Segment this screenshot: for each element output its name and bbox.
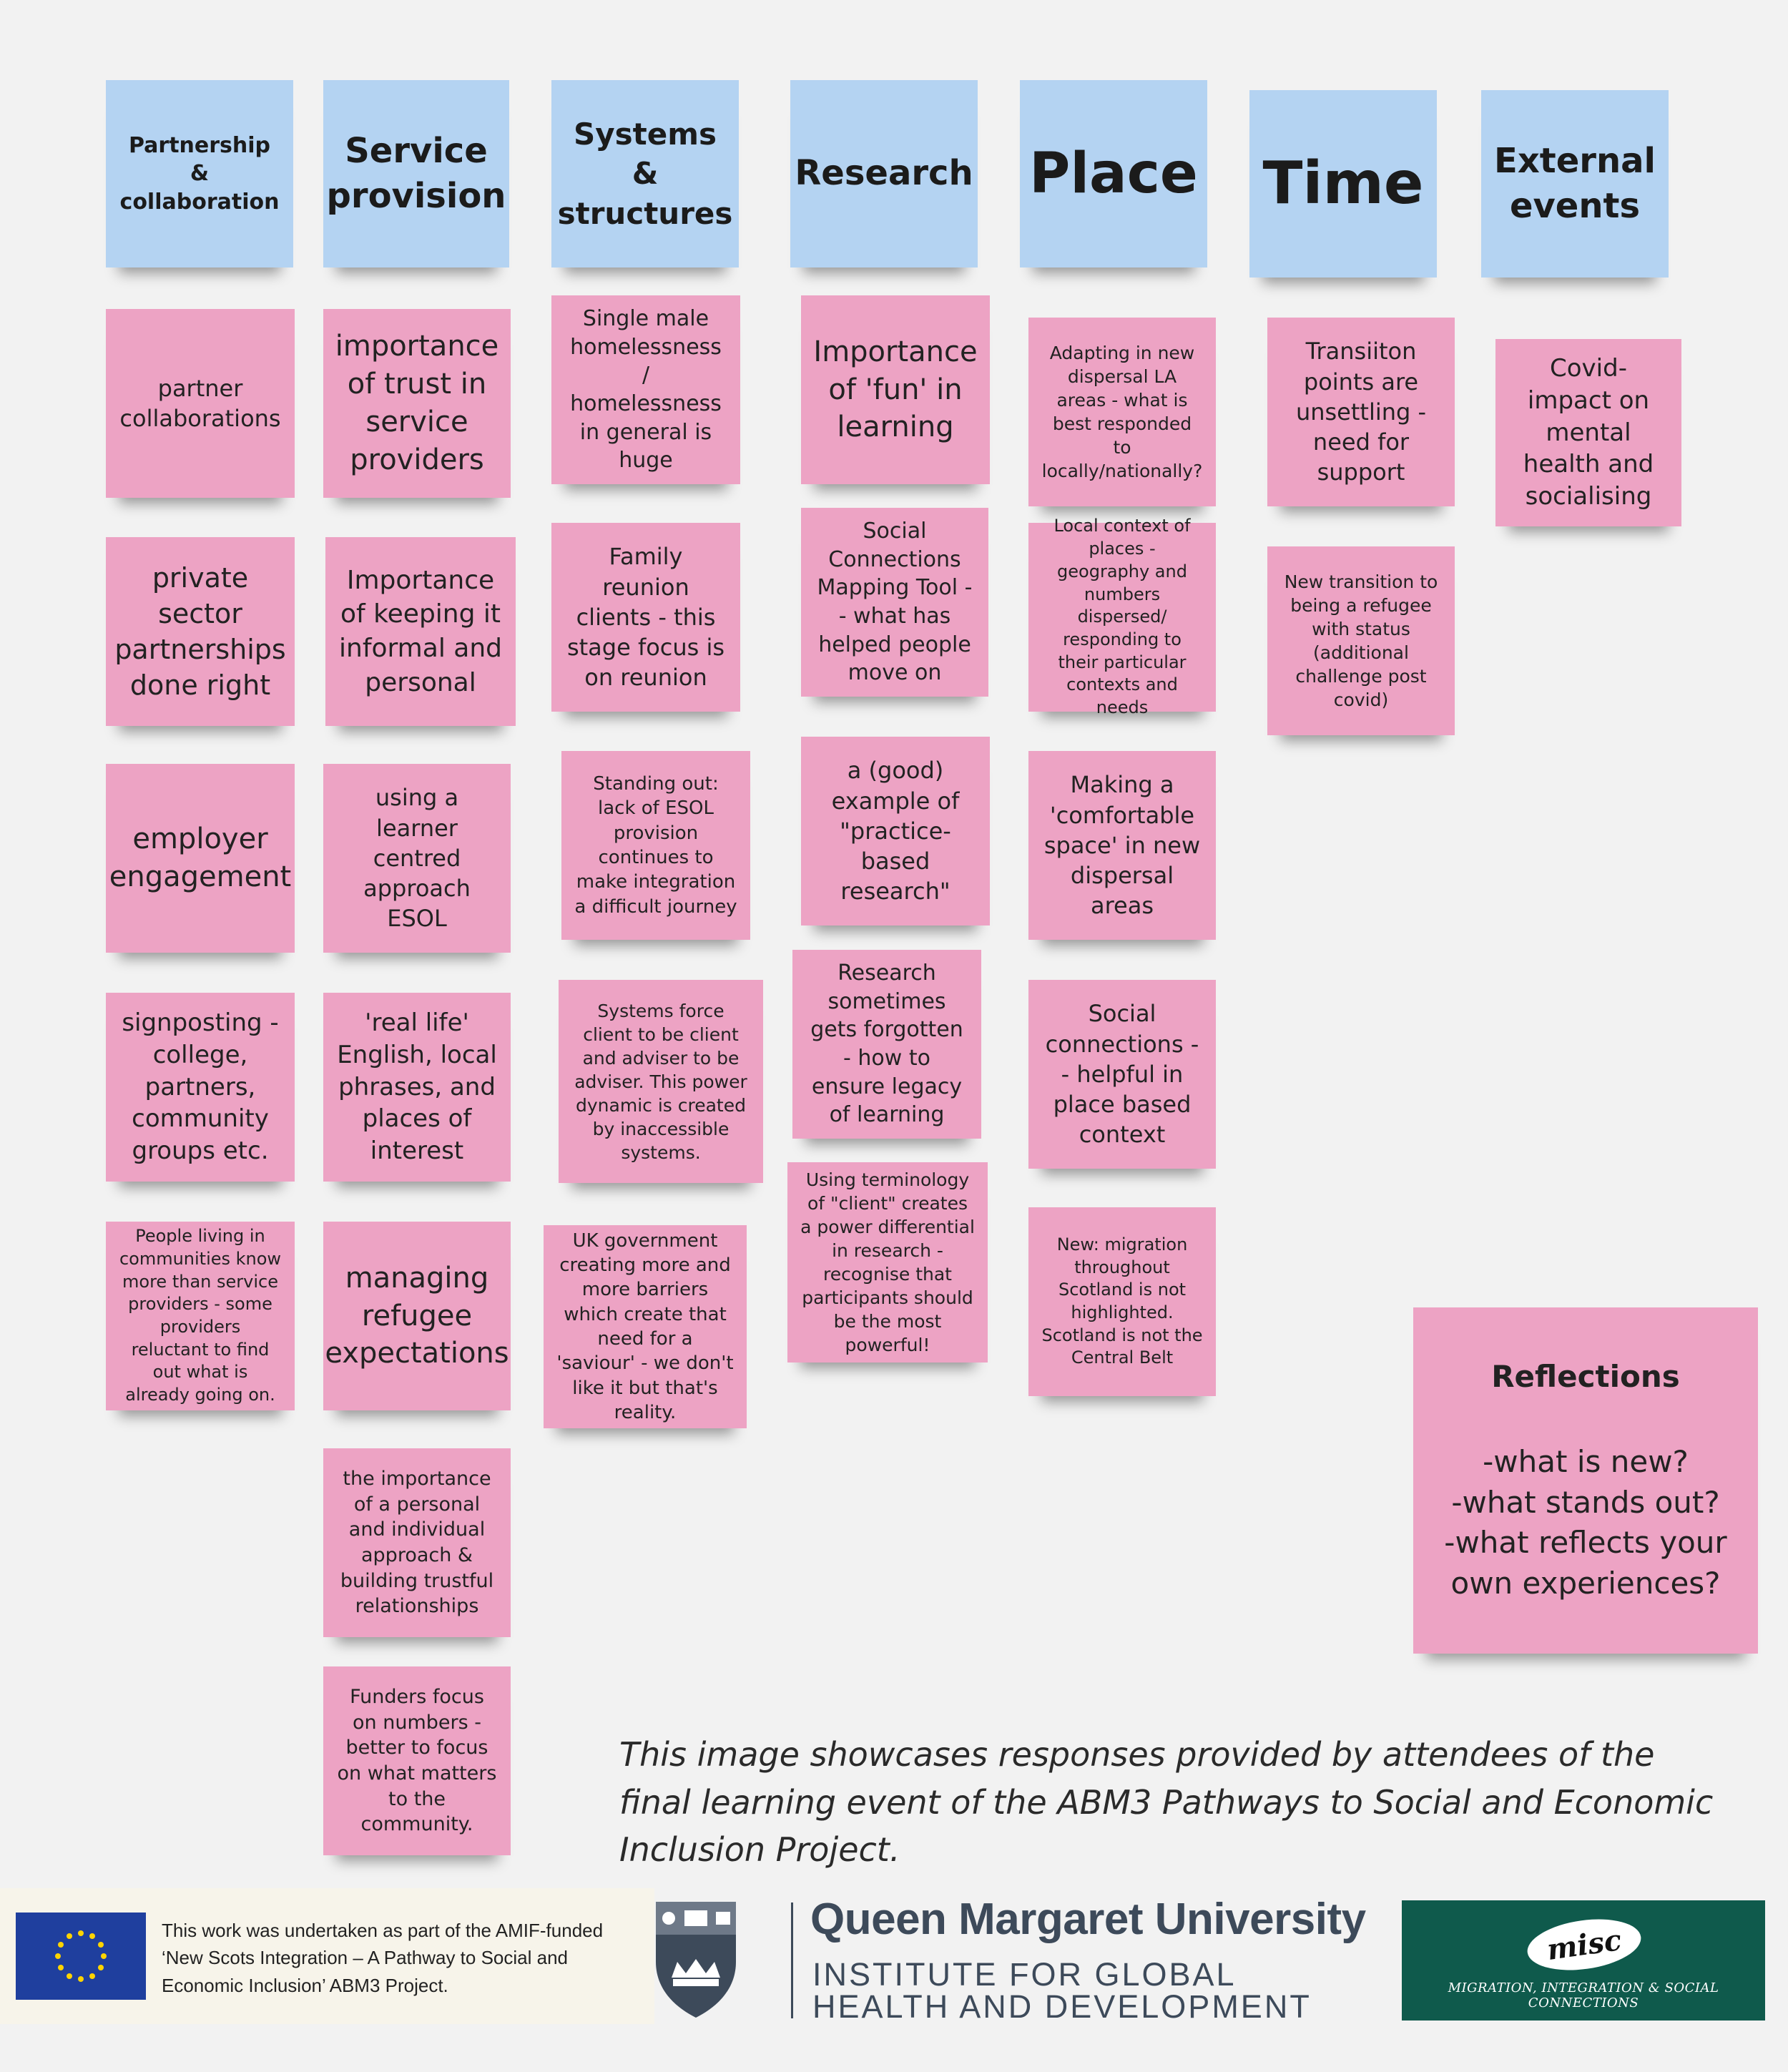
- qmu-crest-icon: [653, 1899, 739, 2021]
- note-adapting-dispersal: Adapting in new dispersal LA areas - what is best responded to locally/nationally?: [1028, 318, 1216, 506]
- note-funders-focus: Funders focus on numbers - better to focus on what matters to the community.: [323, 1666, 511, 1855]
- eu-flag-icon: [16, 1913, 146, 2000]
- note-personal-approach: the importance of a personal and individual approach & building trustful relationships: [323, 1448, 511, 1637]
- category-external-events: External events: [1481, 90, 1669, 278]
- note-uk-government-barriers: UK government creating more and more barriers which create that need for a 'saviour' - we don't like it but that's reality.: [544, 1225, 747, 1428]
- note-fun-in-learning: Importance of 'fun' in learning: [801, 295, 990, 484]
- category-service-provision: Service provision: [323, 80, 509, 267]
- note-comfortable-space: Making a 'comfortable space' in new dispersal areas: [1028, 751, 1216, 940]
- note-real-life-english: 'real life' English, local phrases, and places of interest: [323, 993, 511, 1182]
- note-new-transition-refugee: New transition to being a refugee with status (additional challenge post covid): [1267, 546, 1455, 735]
- misc-logo-oval: [1524, 1913, 1644, 1977]
- note-social-connections-mapping: Social Connections Mapping Tool -- what has helped people move on: [801, 508, 988, 697]
- note-research-forgotten: Research sometimes gets forgotten - how to ensure legacy of learning: [792, 950, 981, 1139]
- funding-block: [0, 1888, 654, 2024]
- note-signposting: signposting - college, partners, community groups etc.: [106, 993, 295, 1182]
- reflection-question: -what reflects your own experiences?: [1444, 1525, 1727, 1601]
- note-social-connections-place: Social connections -- helpful in place based context: [1028, 980, 1216, 1169]
- note-homelessness: Single male homelessness / homelessness in general is huge: [551, 295, 740, 484]
- reflection-question: -what stands out?: [1451, 1484, 1720, 1520]
- category-systems-structures: Systems & structures: [551, 80, 739, 267]
- note-local-context: Local context of places - geography and numbers dispersed/ responding to their particular contexts and needs: [1028, 523, 1216, 712]
- note-importance-of-trust: importance of trust in service providers: [323, 309, 511, 498]
- reflections-title: Reflections: [1491, 1359, 1680, 1395]
- reflections-note: [1413, 1307, 1758, 1654]
- category-research: Research: [790, 80, 978, 267]
- misc-logo-block: [1402, 1900, 1765, 2021]
- note-practice-based-research: a (good) example of "practice-based research": [801, 737, 990, 925]
- misc-tagline: MIGRATION, INTEGRATION & SOCIAL CONNECTIONS: [1448, 1980, 1719, 2010]
- note-partner-collaborations: partner collaborations: [106, 309, 295, 498]
- note-family-reunion: Family reunion clients - this stage focus is on reunion: [551, 523, 740, 712]
- note-keeping-informal: Importance of keeping it informal and personal: [325, 537, 516, 726]
- qmu-divider: [791, 1902, 793, 2018]
- note-transition-points: Transiiton points are unsettling - need for support: [1267, 318, 1455, 506]
- category-partnership: Partnership & collaboration: [106, 80, 293, 267]
- category-place: Place: [1020, 80, 1207, 267]
- note-lack-of-esol: Standing out: lack of ESOL provision continues to make integration a difficult journey: [561, 751, 750, 940]
- note-private-sector: private sector partnerships done right: [106, 537, 295, 726]
- funding-text: This work was undertaken as part of the AMIF-funded ‘New Scots Integration – A Pathway to Social and Economic Inclusion’ ABM3 Project.: [162, 1920, 604, 1996]
- image-caption: This image showcases responses provided by attendees of the final learning event of the ABM3 Pathways to Social and Economic Inclusion Project.: [619, 1735, 1714, 1870]
- note-terminology-client: Using terminology of "client" creates a power differential in research - recognise that participants should be the most powerful!: [787, 1162, 988, 1362]
- note-systems-power-dynamic: Systems force client to be client and adviser to be adviser. This power dynamic is created by inaccessible systems.: [559, 980, 763, 1183]
- category-time: Time: [1249, 90, 1437, 278]
- note-people-living-in-communities: People living in communities know more than service providers - some providers reluctant to find out what is already going on.: [106, 1222, 295, 1410]
- note-managing-expectations: managing refugee expectations: [323, 1222, 511, 1410]
- university-name: Queen Margaret University: [810, 1895, 1366, 1944]
- note-covid-impact: Covid- impact on mental health and socialising: [1495, 339, 1681, 526]
- note-learner-centred-esol: using a learner centred approach ESOL: [323, 764, 511, 953]
- reflection-question: -what is new?: [1483, 1443, 1689, 1479]
- note-employer-engagement: employer engagement: [106, 764, 295, 953]
- misc-logo: misc: [1545, 1923, 1624, 1967]
- institute-name: INSTITUTE FOR GLOBAL HEALTH AND DEVELOPMENT: [812, 1956, 1312, 2025]
- note-migration-scotland: New: migration throughout Scotland is not highlighted. Scotland is not the Central Belt: [1028, 1207, 1216, 1396]
